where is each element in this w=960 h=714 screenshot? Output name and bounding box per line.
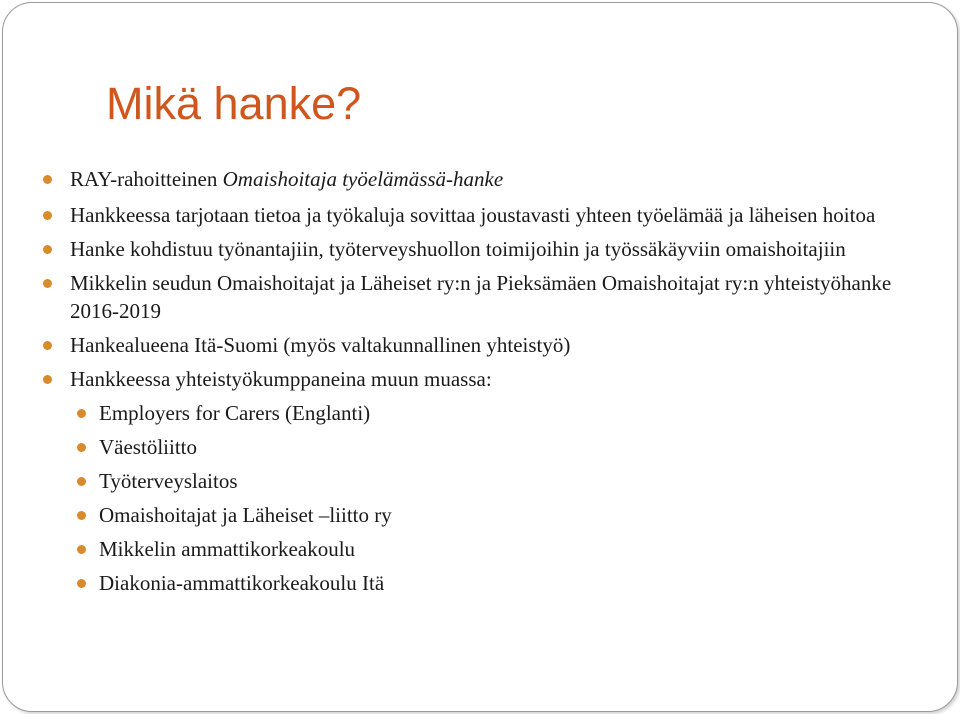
bullet-item <box>3 269 943 325</box>
slide-title: Mikä hanke? <box>106 78 362 129</box>
partner-text: Mikkelin ammattikorkeakoulu <box>99 537 356 561</box>
bullet-dot-icon <box>77 579 86 588</box>
partner-item <box>3 569 943 597</box>
bullet-list <box>3 165 943 603</box>
partner-item <box>3 399 943 427</box>
bullet-dot-icon <box>77 477 86 486</box>
bullet-item <box>3 365 943 393</box>
bullet-dot-icon <box>43 175 52 184</box>
partner-text: Diakonia-ammattikorkeakoulu Itä <box>99 571 385 595</box>
bullet-dot-icon <box>77 409 86 418</box>
bullet-text: Hankealueena Itä-Suomi (myös valtakunnallinen yhteistyö) <box>70 333 571 357</box>
partner-text: Omaishoitajat ja Läheiset –liitto ry <box>99 503 392 527</box>
partner-item <box>3 501 943 529</box>
bullet-dot-icon <box>77 443 86 452</box>
partner-text: Väestöliitto <box>99 435 197 459</box>
partner-item <box>3 467 943 495</box>
bullet-dot-icon <box>77 511 86 520</box>
bullet-item <box>3 235 943 263</box>
bullet-item <box>3 331 943 359</box>
bullet-text: Hanke kohdistuu työnantajiin, työterveyshuollon toimijoihin ja työssäkäyviin omaishoitajiin <box>70 237 846 261</box>
bullet-item <box>3 201 943 229</box>
bullet-dot-icon <box>43 375 52 384</box>
partner-item <box>3 433 943 461</box>
partner-text: Työterveyslaitos <box>99 469 238 493</box>
bullet-dot-icon <box>43 211 52 220</box>
partner-text: Employers for Carers (Englanti) <box>99 401 371 425</box>
partner-item <box>3 535 943 563</box>
bullet-text: Hankkeessa tarjotaan tietoa ja työkaluja sovittaa joustavasti yhteen työelämää ja läheisen hoitoa <box>70 203 876 227</box>
bullet-dot-icon <box>77 545 86 554</box>
bullet-dot-icon <box>43 245 52 254</box>
bullet-dot-icon <box>43 279 52 288</box>
slide <box>2 2 958 712</box>
bullet-text: Hankkeessa yhteistyökumppaneina muun muassa: <box>70 367 492 391</box>
bullet-text-italic: Omaishoitaja työelämässä-hanke <box>222 167 504 191</box>
bullet-item <box>3 165 943 193</box>
bullet-dot-icon <box>43 341 52 350</box>
bullet-text: Mikkelin seudun Omaishoitajat ja Läheiset ry:n ja Pieksämäen Omaishoitajat ry:n yhteistyöhanke 2016-2019 <box>70 271 892 323</box>
bullet-text-prefix: RAY-rahoitteinen <box>70 167 223 191</box>
